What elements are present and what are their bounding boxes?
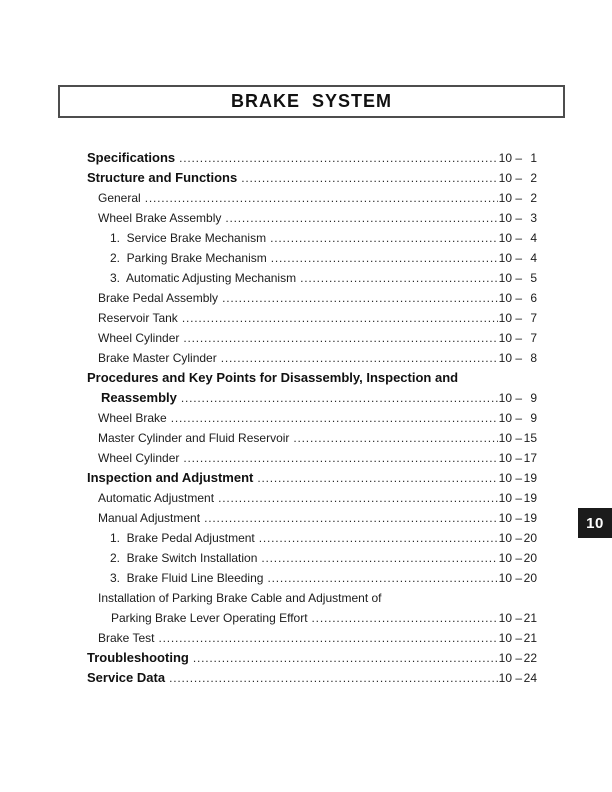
toc-entry-page xyxy=(499,188,537,208)
toc-entry-label: Troubleshooting xyxy=(87,650,189,665)
toc-entry-page-number: 24 xyxy=(523,671,537,685)
toc-entry-page xyxy=(499,668,537,688)
toc-entry-label: Procedures and Key Points for Disassembly, Inspection and xyxy=(87,370,459,385)
toc-entry-page xyxy=(499,168,537,188)
chapter-number-prefix: 10 – xyxy=(498,531,522,545)
toc-row xyxy=(87,568,537,588)
toc-entry-page-number: 20 xyxy=(523,551,537,565)
toc-entry-page-number: 4 xyxy=(530,231,537,245)
toc-entry-page xyxy=(499,248,537,268)
dot-leader xyxy=(270,228,498,248)
dot-leader xyxy=(300,268,498,288)
toc-row xyxy=(87,628,537,648)
chapter-number-prefix: 10 – xyxy=(498,231,522,245)
chapter-number-prefix: 10 – xyxy=(498,471,522,485)
chapter-number-prefix: 10 – xyxy=(498,411,522,425)
dot-leader xyxy=(267,568,497,588)
dot-leader xyxy=(158,628,497,648)
toc-entry-label: Inspection and Adjustment xyxy=(87,470,254,485)
chapter-tab-number: 10 xyxy=(586,514,604,532)
chapter-number-prefix: 10 – xyxy=(498,191,522,205)
toc-entry-label: 2. Parking Brake Mechanism xyxy=(110,251,267,265)
toc-entry-label: Master Cylinder and Fluid Reservoir xyxy=(98,431,290,445)
dot-leader xyxy=(312,608,498,628)
toc-entry-page xyxy=(499,408,537,428)
toc-row xyxy=(87,508,537,528)
toc-entry-page-number: 4 xyxy=(530,251,537,265)
toc-entry-label: 1. Brake Pedal Adjustment xyxy=(110,531,255,545)
toc-entry-label: Wheel Cylinder xyxy=(98,451,180,465)
table-of-contents xyxy=(87,148,537,688)
toc-entry-label: Brake Test xyxy=(98,631,155,645)
toc-entry-page-number: 19 xyxy=(523,471,537,485)
dot-leader xyxy=(183,448,497,468)
chapter-number-prefix: 10 – xyxy=(498,551,522,565)
toc-entry-page-number: 2 xyxy=(530,191,537,205)
toc-entry-page-number: 5 xyxy=(530,271,537,285)
toc-entry-page xyxy=(499,608,537,628)
dot-leader xyxy=(171,408,498,428)
toc-row xyxy=(87,428,537,448)
dot-leader xyxy=(261,548,497,568)
dot-leader xyxy=(183,328,497,348)
toc-row xyxy=(87,388,537,408)
toc-entry-page xyxy=(499,208,537,228)
toc-entry-label: Parking Brake Lever Operating Effort xyxy=(111,611,308,625)
toc-entry-page-number: 21 xyxy=(523,611,537,625)
toc-row xyxy=(87,148,537,168)
chapter-number-prefix: 10 – xyxy=(498,451,522,465)
dot-leader xyxy=(271,248,498,268)
toc-entry-label: Manual Adjustment xyxy=(98,511,201,525)
toc-entry-page xyxy=(499,468,537,488)
toc-entry-page-number: 2 xyxy=(530,171,537,185)
toc-entry-page-number: 8 xyxy=(530,351,537,365)
chapter-number-prefix: 10 – xyxy=(498,651,522,665)
chapter-number-prefix: 10 – xyxy=(498,511,522,525)
toc-entry-page-number: 17 xyxy=(523,451,537,465)
chapter-number-prefix: 10 – xyxy=(498,311,522,325)
toc-entry-page xyxy=(499,288,537,308)
chapter-number-prefix: 10 – xyxy=(498,391,522,405)
toc-entry-page xyxy=(499,648,537,668)
dot-leader xyxy=(204,508,498,528)
dot-leader xyxy=(221,348,498,368)
toc-entry-label: 1. Service Brake Mechanism xyxy=(110,231,267,245)
dot-leader xyxy=(257,468,497,488)
toc-entry-page-number: 22 xyxy=(523,651,537,665)
toc-row xyxy=(87,268,537,288)
toc-entry-page-number: 19 xyxy=(523,491,537,505)
toc-entry-page-number: 9 xyxy=(530,411,537,425)
dot-leader xyxy=(182,308,498,328)
toc-entry-page xyxy=(499,148,537,168)
toc-row xyxy=(87,488,537,508)
toc-entry-label: Wheel Cylinder xyxy=(98,331,180,345)
toc-entry-label: Service Data xyxy=(87,670,166,685)
toc-entry-label: Brake Master Cylinder xyxy=(98,351,217,365)
chapter-number-prefix: 10 – xyxy=(498,431,522,445)
toc-row xyxy=(87,468,537,488)
toc-entry-page xyxy=(499,508,537,528)
toc-entry-page-number: 9 xyxy=(530,391,537,405)
toc-entry-page xyxy=(499,448,537,468)
toc-entry-page xyxy=(499,568,537,588)
chapter-number-prefix: 10 – xyxy=(498,151,522,165)
toc-entry-label: Specifications xyxy=(87,150,176,165)
toc-row xyxy=(87,168,537,188)
toc-entry-label: Reassembly xyxy=(101,390,177,405)
toc-entry-page xyxy=(499,528,537,548)
toc-entry-label: Structure and Functions xyxy=(87,170,238,185)
chapter-number-prefix: 10 – xyxy=(498,291,522,305)
toc-entry-page xyxy=(499,268,537,288)
chapter-number-prefix: 10 – xyxy=(498,611,522,625)
chapter-number-prefix: 10 – xyxy=(498,571,522,585)
toc-entry-page xyxy=(499,308,537,328)
dot-leader xyxy=(218,488,498,508)
toc-entry-page-number: 20 xyxy=(523,571,537,585)
chapter-number-prefix: 10 – xyxy=(498,271,522,285)
dot-leader xyxy=(181,388,498,408)
toc-entry-label: Wheel Brake Assembly xyxy=(98,211,222,225)
dot-leader xyxy=(169,668,498,688)
dot-leader xyxy=(222,288,498,308)
chapter-number-prefix: 10 – xyxy=(498,171,522,185)
chapter-number-prefix: 10 – xyxy=(498,251,522,265)
toc-row xyxy=(87,648,537,668)
dot-leader xyxy=(179,148,498,168)
toc-entry-page xyxy=(499,348,537,368)
toc-entry-label: Brake Pedal Assembly xyxy=(98,291,219,305)
dot-leader xyxy=(259,528,498,548)
toc-row xyxy=(87,588,537,608)
toc-entry-page-number: 7 xyxy=(530,311,537,325)
toc-entry-page xyxy=(499,388,537,408)
toc-entry-label: 3. Automatic Adjusting Mechanism xyxy=(110,271,297,285)
toc-entry-page-number: 6 xyxy=(530,291,537,305)
toc-entry-label: Automatic Adjustment xyxy=(98,491,215,505)
toc-entry-page-number: 7 xyxy=(530,331,537,345)
toc-entry-page-number: 21 xyxy=(523,631,537,645)
toc-entry-page xyxy=(499,228,537,248)
toc-entry-page xyxy=(499,488,537,508)
dot-leader xyxy=(225,208,497,228)
toc-entry-label: Wheel Brake xyxy=(98,411,167,425)
toc-entry-page xyxy=(499,328,537,348)
toc-row xyxy=(87,248,537,268)
toc-row xyxy=(87,608,537,628)
chapter-number-prefix: 10 – xyxy=(498,331,522,345)
toc-row xyxy=(87,368,537,388)
toc-entry-page xyxy=(499,628,537,648)
chapter-number-prefix: 10 – xyxy=(498,671,522,685)
toc-entry-page-number: 19 xyxy=(523,511,537,525)
chapter-number-prefix: 10 – xyxy=(498,211,522,225)
chapter-title-box xyxy=(58,85,565,118)
toc-entry-page xyxy=(499,548,537,568)
chapter-number-prefix: 10 – xyxy=(498,631,522,645)
toc-row xyxy=(87,348,537,368)
toc-row xyxy=(87,448,537,468)
toc-entry-page-number: 15 xyxy=(523,431,537,445)
toc-entry-label: Installation of Parking Brake Cable and Adjustment of xyxy=(98,591,382,605)
toc-row xyxy=(87,288,537,308)
dot-leader xyxy=(293,428,497,448)
dot-leader xyxy=(193,648,498,668)
toc-row xyxy=(87,528,537,548)
toc-row xyxy=(87,328,537,348)
toc-row xyxy=(87,548,537,568)
toc-entry-page-number: 20 xyxy=(523,531,537,545)
toc-row xyxy=(87,208,537,228)
toc-entry-page-number: 1 xyxy=(530,151,537,165)
chapter-number-prefix: 10 – xyxy=(498,491,522,505)
toc-row xyxy=(87,228,537,248)
toc-entry-label: Reservoir Tank xyxy=(98,311,178,325)
chapter-tab xyxy=(578,508,612,538)
toc-entry-label: General xyxy=(98,191,141,205)
chapter-title: BRAKE SYSTEM xyxy=(230,91,393,111)
toc-entry-label: 2. Brake Switch Installation xyxy=(110,551,258,565)
toc-entry-label: 3. Brake Fluid Line Bleeding xyxy=(110,571,264,585)
toc-entry-page-number: 3 xyxy=(530,211,537,225)
toc-row xyxy=(87,408,537,428)
toc-row xyxy=(87,188,537,208)
toc-entry-page xyxy=(499,428,537,448)
dot-leader xyxy=(145,188,498,208)
chapter-number-prefix: 10 – xyxy=(498,351,522,365)
dot-leader xyxy=(241,168,497,188)
toc-row xyxy=(87,668,537,688)
toc-row xyxy=(87,308,537,328)
